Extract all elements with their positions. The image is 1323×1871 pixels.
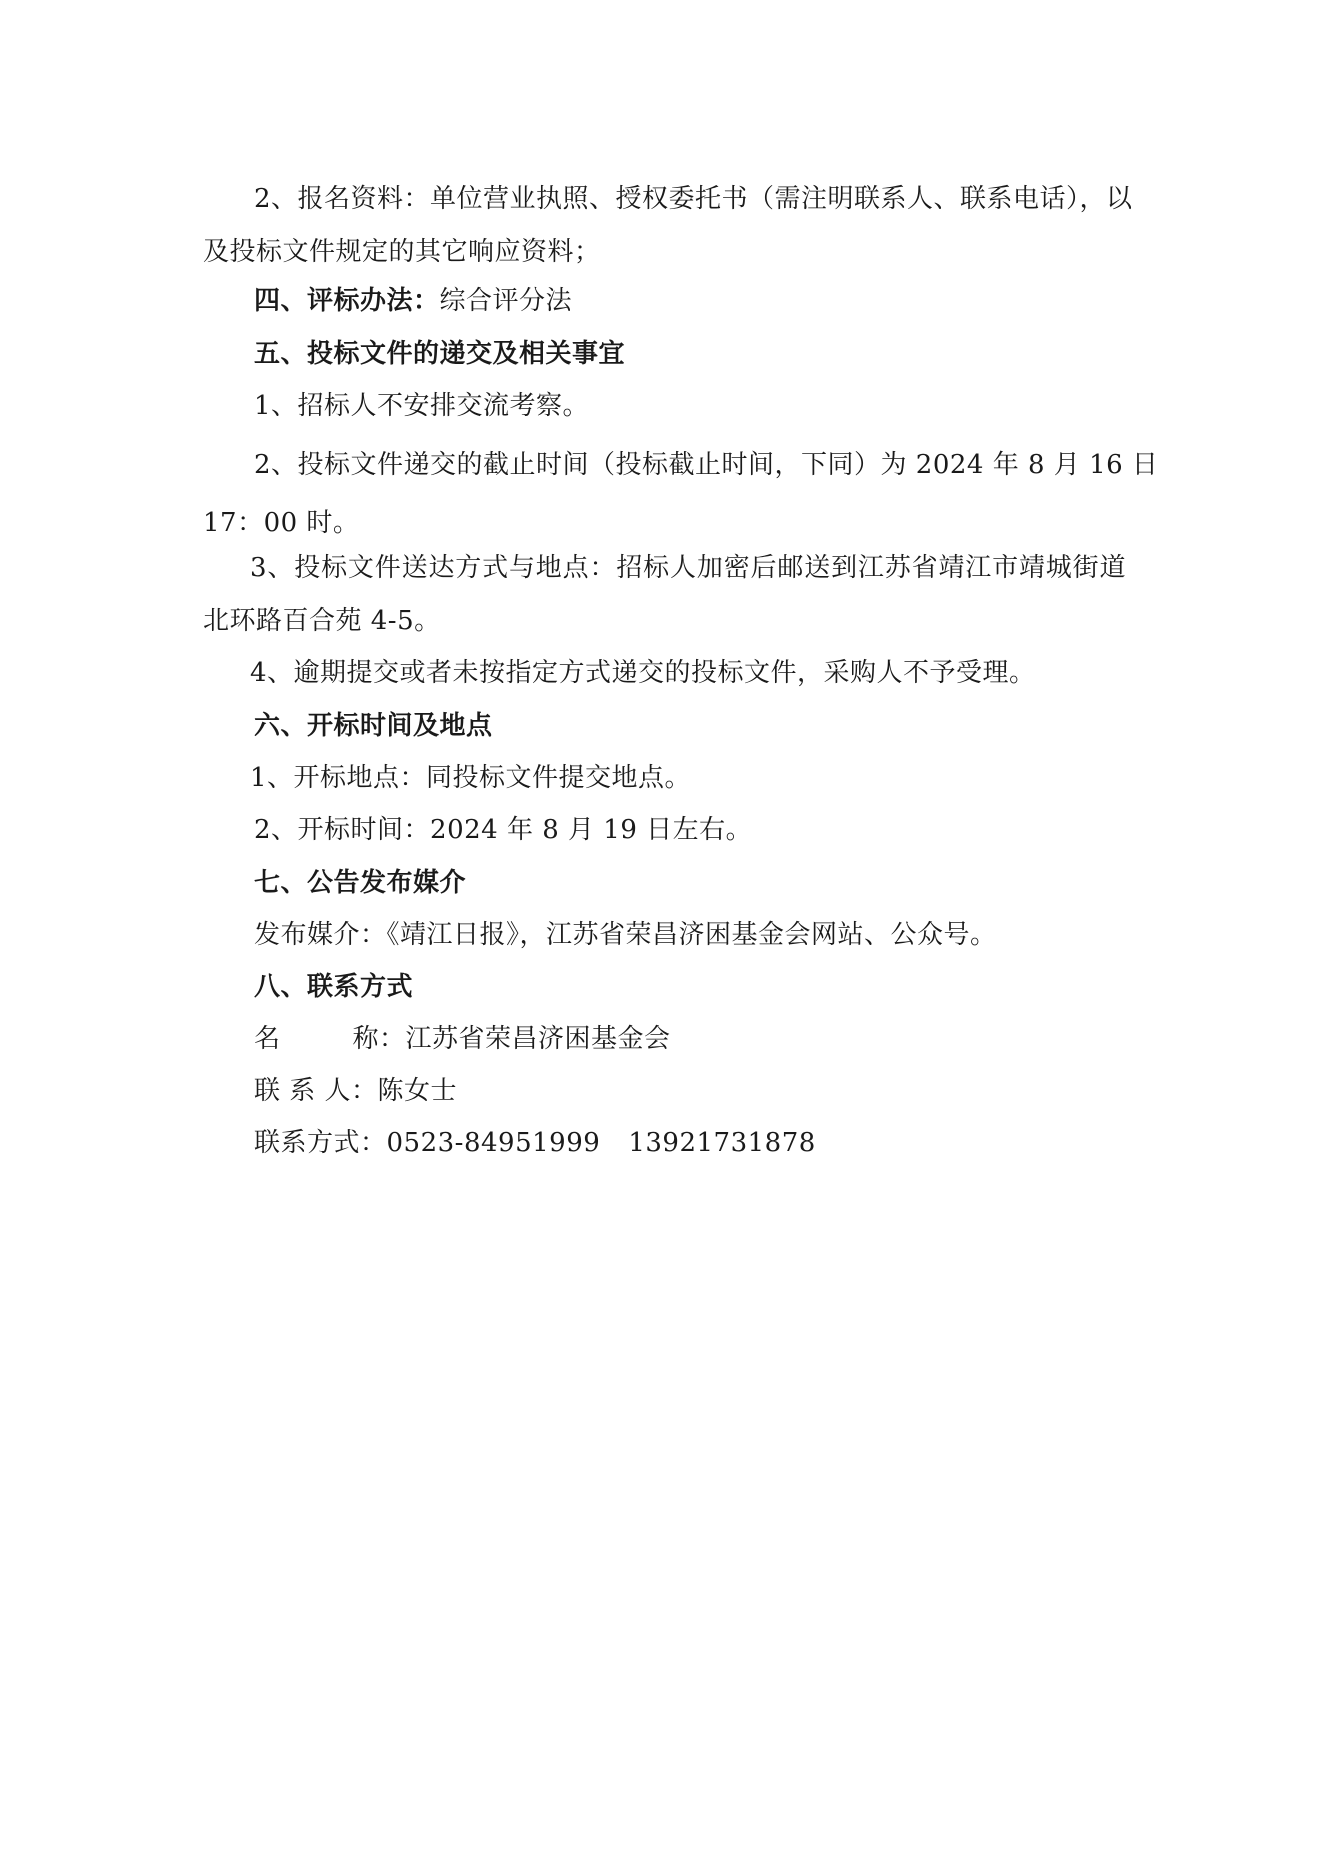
section-5-item-2-line-2: 17：00 时。 — [203, 508, 360, 538]
section-8-heading: 八、联系方式 — [254, 972, 414, 1002]
contact-name-label-part-1: 名 — [254, 1024, 281, 1054]
section-5-item-1: 1、招标人不安排交流考察。 — [254, 391, 590, 421]
section-6-heading: 六、开标时间及地点 — [254, 711, 493, 741]
contact-person-row — [254, 1073, 457, 1109]
section-6-item-2: 2、开标时间：2024 年 8 月 19 日左右。 — [254, 815, 753, 845]
registration-materials-line-1: 2、报名资料：单位营业执照、授权委托书（需注明联系人、联系电话），以 — [254, 184, 1133, 214]
contact-name-value: 江苏省荣昌济困基金会 — [405, 1024, 671, 1054]
contact-person-label: 联 系 人： — [254, 1076, 378, 1106]
section-6-item-1: 1、开标地点：同投标文件提交地点。 — [250, 763, 692, 793]
evaluation-method — [254, 283, 572, 319]
contact-phone-2: 13921731878 — [628, 1128, 816, 1158]
evaluation-method-value: 综合评分法 — [439, 286, 573, 316]
evaluation-method-label: 四、评标办法： — [254, 286, 440, 316]
contact-phone-label: 联系方式： — [254, 1128, 387, 1158]
contact-name-row — [254, 1021, 671, 1057]
section-5-item-4: 4、逾期提交或者未按指定方式递交的投标文件，采购人不予受理。 — [250, 658, 1036, 688]
section-7-item-1: 发布媒介：《靖江日报》，江苏省荣昌济困基金会网站、公众号。 — [254, 920, 997, 950]
section-5-heading: 五、投标文件的递交及相关事宜 — [254, 339, 626, 369]
section-5-item-3-line-2: 北环路百合苑 4-5。 — [203, 606, 441, 636]
contact-person-value: 陈女士 — [377, 1076, 458, 1106]
section-5-item-2-line-1: 2、投标文件递交的截止时间（投标截止时间，下同）为 2024 年 8 月 16 日 — [254, 450, 1159, 480]
contact-name-label-part-2: 称： — [352, 1024, 406, 1054]
contact-phone-1: 0523-84951999 — [386, 1128, 601, 1158]
contact-phone-row — [254, 1125, 816, 1161]
section-7-heading: 七、公告发布媒介 — [254, 868, 467, 898]
section-5-item-3-line-1: 3、投标文件送达方式与地点：招标人加密后邮送到江苏省靖江市靖城街道 — [250, 553, 1126, 583]
registration-materials-line-2: 及投标文件规定的其它响应资料； — [203, 237, 601, 267]
